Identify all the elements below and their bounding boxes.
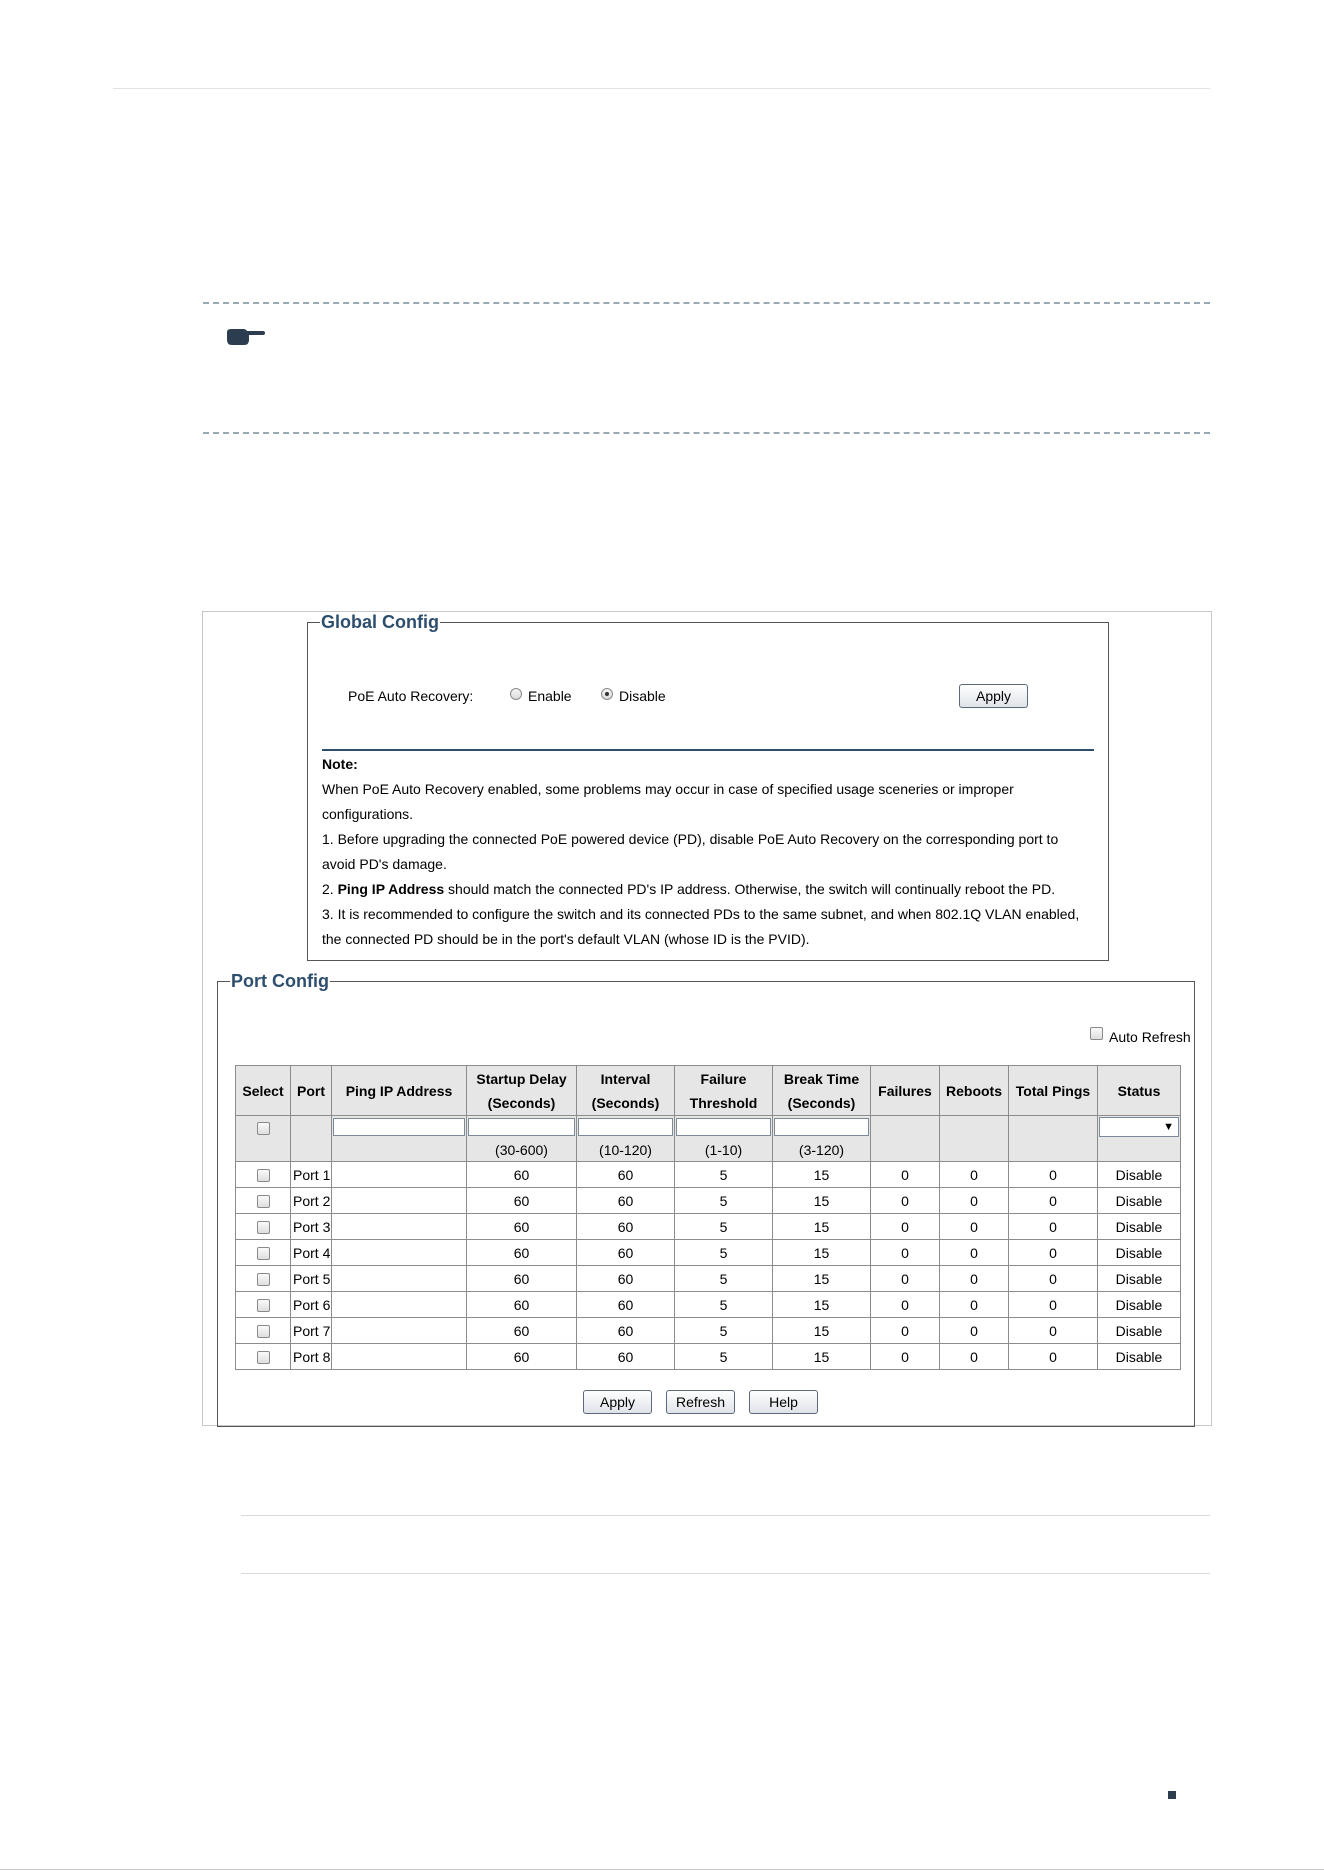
range-port-cell <box>291 1138 332 1162</box>
filter-status-cell <box>1098 1116 1181 1139</box>
row-ping-ip <box>332 1318 467 1344</box>
row-break-time: 15 <box>773 1266 871 1292</box>
table-top-rule <box>241 1515 1210 1516</box>
row-break-time: 15 <box>773 1344 871 1370</box>
row-reboots: 0 <box>940 1214 1009 1240</box>
row-total-pings: 0 <box>1009 1266 1098 1292</box>
col-total-pings: Total Pings <box>1009 1066 1098 1116</box>
row-failures: 0 <box>871 1266 940 1292</box>
row-select-checkbox[interactable] <box>257 1221 270 1234</box>
col-status: Status <box>1098 1066 1181 1116</box>
row-reboots: 0 <box>940 1292 1009 1318</box>
global-config-panel <box>307 612 1109 961</box>
table-row <box>236 1318 1181 1344</box>
row-failure-threshold: 5 <box>675 1344 773 1370</box>
row-failures: 0 <box>871 1344 940 1370</box>
filter-failure-threshold-cell <box>675 1116 773 1139</box>
note-separator <box>322 749 1094 751</box>
filter-row <box>236 1116 1181 1139</box>
ping-ip-input[interactable] <box>333 1118 465 1136</box>
col-select: Select <box>236 1066 291 1116</box>
note-title: Note: <box>322 756 358 772</box>
page-bottom-rule <box>0 1869 1324 1870</box>
table-row <box>236 1162 1181 1188</box>
row-port: Port 7 <box>291 1318 332 1344</box>
row-port: Port 1 <box>291 1162 332 1188</box>
row-failure-threshold: 5 <box>675 1266 773 1292</box>
table-bottom-rule <box>241 1573 1210 1574</box>
row-reboots: 0 <box>940 1240 1009 1266</box>
port-config-legend: Port Config <box>231 971 329 991</box>
col-startup-delay <box>467 1066 577 1116</box>
row-failure-threshold: 5 <box>675 1318 773 1344</box>
row-ping-ip <box>332 1292 467 1318</box>
range-status-cell <box>1098 1138 1181 1162</box>
row-reboots: 0 <box>940 1318 1009 1344</box>
enable-radio-label: Enable <box>528 688 572 704</box>
row-startup-delay: 60 <box>467 1318 577 1344</box>
row-port: Port 4 <box>291 1240 332 1266</box>
note-line-5 <box>322 881 1055 897</box>
row-port: Port 5 <box>291 1266 332 1292</box>
table-row <box>236 1214 1181 1240</box>
status-select[interactable] <box>1099 1117 1179 1137</box>
refresh-button[interactable]: Refresh <box>666 1390 735 1414</box>
row-select-cell <box>236 1188 291 1214</box>
table-row <box>236 1266 1181 1292</box>
row-total-pings: 0 <box>1009 1240 1098 1266</box>
row-port: Port 6 <box>291 1292 332 1318</box>
row-status: Disable <box>1098 1266 1181 1292</box>
table-row <box>236 1344 1181 1370</box>
col-failure-threshold <box>675 1066 773 1116</box>
filter-failures-cell <box>871 1116 940 1162</box>
pointing-hand-icon <box>225 326 265 348</box>
chevron-down-icon: ▼ <box>1163 1121 1174 1133</box>
table-header-row <box>236 1066 1181 1116</box>
note-line-6: 3. It is recommended to configure the switch and its connected PDs to the same subnet, and when 802.1Q VLAN enabled, <box>322 906 1080 922</box>
row-startup-delay: 60 <box>467 1292 577 1318</box>
row-failure-threshold: 5 <box>675 1162 773 1188</box>
filter-break-time-cell <box>773 1116 871 1139</box>
row-break-time: 15 <box>773 1162 871 1188</box>
row-interval: 60 <box>577 1162 675 1188</box>
col-interval <box>577 1066 675 1116</box>
row-break-time: 15 <box>773 1292 871 1318</box>
row-total-pings: 0 <box>1009 1214 1098 1240</box>
header-rule <box>113 88 1210 89</box>
row-interval: 60 <box>577 1292 675 1318</box>
col-failures: Failures <box>871 1066 940 1116</box>
row-select-checkbox[interactable] <box>257 1195 270 1208</box>
row-failure-threshold: 5 <box>675 1240 773 1266</box>
range-select-cell <box>236 1138 291 1162</box>
row-startup-delay: 60 <box>467 1266 577 1292</box>
note-line-7: the connected PD should be in the port's default VLAN (whose ID is the PVID). <box>322 931 810 947</box>
failure-threshold-input[interactable] <box>676 1118 771 1136</box>
row-failures: 0 <box>871 1292 940 1318</box>
row-failure-threshold: 5 <box>675 1292 773 1318</box>
row-ping-ip <box>332 1188 467 1214</box>
row-total-pings: 0 <box>1009 1292 1098 1318</box>
row-status: Disable <box>1098 1214 1181 1240</box>
row-failures: 0 <box>871 1240 940 1266</box>
port-config-panel <box>217 971 1195 1427</box>
filter-interval-cell <box>577 1116 675 1139</box>
row-select-checkbox[interactable] <box>257 1169 270 1182</box>
row-status: Disable <box>1098 1240 1181 1266</box>
col-startup-delay-line-1: Startup Delay <box>476 1070 567 1087</box>
row-break-time: 15 <box>773 1318 871 1344</box>
help-button[interactable]: Help <box>749 1390 818 1414</box>
row-reboots: 0 <box>940 1188 1009 1214</box>
note-line-2: configurations. <box>322 806 414 822</box>
filter-reboots-cell <box>940 1116 1009 1162</box>
row-select-checkbox[interactable] <box>257 1299 270 1312</box>
disable-radio-label: Disable <box>619 688 666 704</box>
range-break-time: (3-120) <box>773 1138 871 1162</box>
col-startup-delay-line-2: (Seconds) <box>487 1094 556 1111</box>
disable-radio[interactable] <box>601 688 613 700</box>
col-interval-line-2: (Seconds) <box>591 1094 660 1111</box>
auto-refresh-checkbox[interactable] <box>1090 1027 1103 1040</box>
global-apply-button[interactable]: Apply <box>959 684 1028 708</box>
filter-port-cell <box>291 1116 332 1139</box>
row-interval: 60 <box>577 1240 675 1266</box>
row-interval: 60 <box>577 1214 675 1240</box>
filter-startup-delay-cell <box>467 1116 577 1139</box>
note-line-1: When PoE Auto Recovery enabled, some problems may occur in case of specified usage sceneries or improper <box>322 781 1014 797</box>
row-startup-delay: 60 <box>467 1240 577 1266</box>
row-failures: 0 <box>871 1318 940 1344</box>
row-interval: 60 <box>577 1188 675 1214</box>
row-status: Disable <box>1098 1188 1181 1214</box>
row-startup-delay: 60 <box>467 1162 577 1188</box>
row-ping-ip <box>332 1162 467 1188</box>
col-port: Port <box>291 1066 332 1116</box>
row-startup-delay: 60 <box>467 1188 577 1214</box>
row-startup-delay: 60 <box>467 1214 577 1240</box>
row-startup-delay: 60 <box>467 1344 577 1370</box>
row-ping-ip <box>332 1240 467 1266</box>
row-failure-threshold: 5 <box>675 1214 773 1240</box>
range-startup-delay: (30-600) <box>467 1138 577 1162</box>
auto-refresh-label: Auto Refresh <box>1109 1029 1191 1045</box>
col-break-time <box>773 1066 871 1116</box>
range-ping-ip-cell <box>332 1138 467 1162</box>
row-select-cell <box>236 1344 291 1370</box>
select-all-cell <box>236 1116 291 1139</box>
row-select-checkbox[interactable] <box>257 1247 270 1260</box>
row-status: Disable <box>1098 1292 1181 1318</box>
range-failure-threshold: (1-10) <box>675 1138 773 1162</box>
col-break-time-line-1: Break Time <box>783 1070 860 1087</box>
row-status: Disable <box>1098 1162 1181 1188</box>
row-break-time: 15 <box>773 1240 871 1266</box>
filter-ping-ip-cell <box>332 1116 467 1139</box>
note-line-4: avoid PD's damage. <box>322 856 447 872</box>
row-total-pings: 0 <box>1009 1344 1098 1370</box>
row-break-time: 15 <box>773 1188 871 1214</box>
col-interval-line-1: Interval <box>600 1070 651 1087</box>
note-line-5-rest: should match the connected PD's IP address. Otherwise, the switch will continually reboot the PD. <box>444 881 1056 897</box>
note-top-divider <box>203 302 1210 304</box>
row-ping-ip <box>332 1214 467 1240</box>
row-total-pings: 0 <box>1009 1188 1098 1214</box>
note-bottom-divider <box>203 432 1210 434</box>
row-port: Port 2 <box>291 1188 332 1214</box>
row-failures: 0 <box>871 1214 940 1240</box>
table-row <box>236 1240 1181 1266</box>
row-reboots: 0 <box>940 1162 1009 1188</box>
col-reboots: Reboots <box>940 1066 1009 1116</box>
row-reboots: 0 <box>940 1344 1009 1370</box>
row-interval: 60 <box>577 1266 675 1292</box>
col-ping-ip: Ping IP Address <box>332 1066 467 1116</box>
row-total-pings: 0 <box>1009 1318 1098 1344</box>
enable-radio[interactable] <box>510 688 522 700</box>
col-failure-threshold-line-1: Failure <box>700 1070 747 1087</box>
startup-delay-input[interactable] <box>468 1118 575 1136</box>
row-select-cell <box>236 1162 291 1188</box>
port-config-table <box>235 1065 1181 1370</box>
row-select-cell <box>236 1266 291 1292</box>
poe-auto-recovery-screenshot <box>202 611 1212 1426</box>
table-row <box>236 1292 1181 1318</box>
row-reboots: 0 <box>940 1266 1009 1292</box>
row-select-cell <box>236 1214 291 1240</box>
global-config-legend: Global Config <box>321 612 439 632</box>
note-line-5-prefix: 2. <box>322 881 338 897</box>
row-select-checkbox[interactable] <box>257 1325 270 1338</box>
row-failures: 0 <box>871 1188 940 1214</box>
note-line-3: 1. Before upgrading the connected PoE powered device (PD), disable PoE Auto Recovery on the corresponding port to <box>322 831 1059 847</box>
port-apply-button[interactable]: Apply <box>583 1390 652 1414</box>
table-row <box>236 1188 1181 1214</box>
row-ping-ip <box>332 1344 467 1370</box>
row-select-cell <box>236 1318 291 1344</box>
interval-input[interactable] <box>578 1118 673 1136</box>
row-failure-threshold: 5 <box>675 1188 773 1214</box>
row-select-checkbox[interactable] <box>257 1351 270 1364</box>
row-port: Port 3 <box>291 1214 332 1240</box>
row-total-pings: 0 <box>1009 1162 1098 1188</box>
filter-total-pings-cell <box>1009 1116 1098 1162</box>
row-ping-ip <box>332 1266 467 1292</box>
row-select-cell <box>236 1292 291 1318</box>
break-time-input[interactable] <box>774 1118 869 1136</box>
square-marker-icon <box>1168 1791 1176 1799</box>
row-status: Disable <box>1098 1344 1181 1370</box>
row-break-time: 15 <box>773 1214 871 1240</box>
range-interval: (10-120) <box>577 1138 675 1162</box>
row-status: Disable <box>1098 1318 1181 1344</box>
row-select-checkbox[interactable] <box>257 1273 270 1286</box>
note-ping-ip-bold: Ping IP Address <box>337 881 445 897</box>
row-failures: 0 <box>871 1162 940 1188</box>
row-select-cell <box>236 1240 291 1266</box>
row-interval: 60 <box>577 1344 675 1370</box>
row-interval: 60 <box>577 1318 675 1344</box>
row-port: Port 8 <box>291 1344 332 1370</box>
select-all-checkbox[interactable] <box>257 1122 270 1135</box>
poe-auto-recovery-label: PoE Auto Recovery: <box>348 688 474 704</box>
col-failure-threshold-line-2: Threshold <box>689 1094 758 1111</box>
col-break-time-line-2: (Seconds) <box>787 1094 856 1111</box>
